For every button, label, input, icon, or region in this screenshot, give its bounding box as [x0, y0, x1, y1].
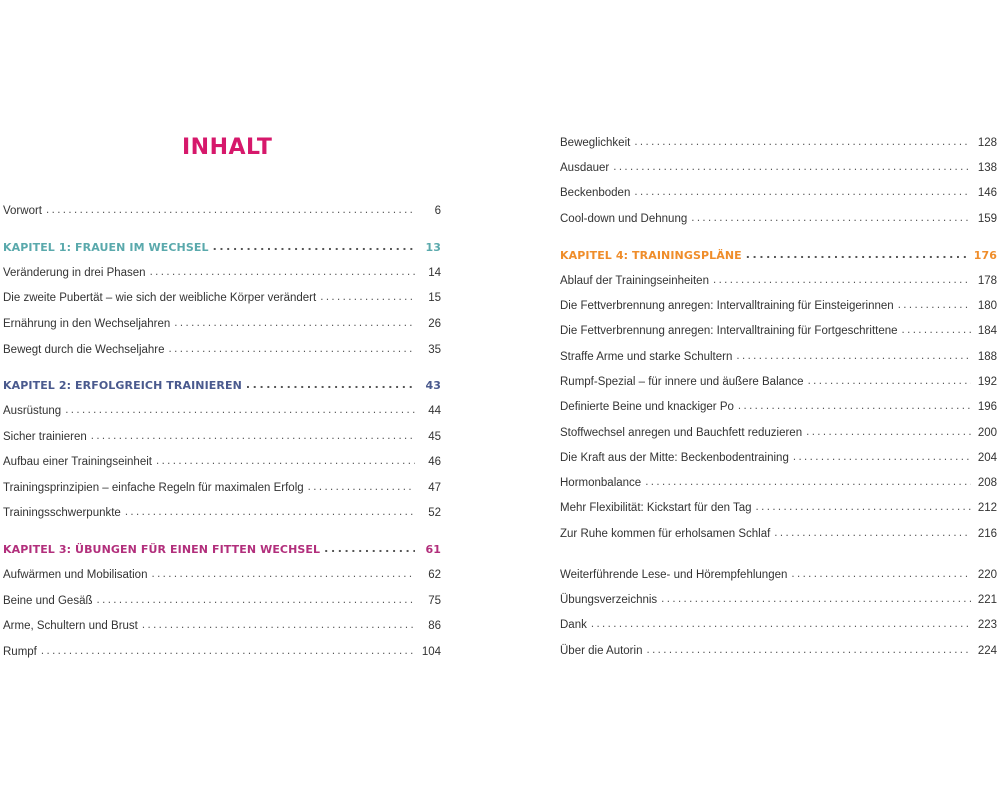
dot-leader: [791, 568, 971, 580]
toc-entry[interactable]: [560, 592, 997, 608]
toc-entry-title: Ablauf der Trainingseinheiten: [560, 275, 709, 287]
toc-entry-title: Die Fettverbrennung anregen: Intervalltraining für Einsteigerinnen: [560, 300, 894, 312]
dot-leader: [613, 161, 971, 173]
toc-entry-page: 223: [977, 619, 997, 631]
toc-entry[interactable]: [560, 135, 997, 151]
dot-leader: [713, 274, 971, 286]
toc-chapter-4[interactable]: [560, 247, 997, 263]
dot-leader: [645, 476, 971, 488]
dot-leader: [634, 186, 971, 198]
toc-chapter-page: 43: [425, 378, 441, 392]
toc-entry-title: Straffe Arme und starke Schultern: [560, 351, 733, 363]
toc-entry-title: Ernährung in den Wechseljahren: [3, 318, 171, 330]
dot-leader: [156, 455, 415, 467]
dot-leader: [793, 451, 971, 463]
toc-entry[interactable]: [560, 475, 997, 491]
toc-entry[interactable]: [560, 500, 997, 516]
toc-entry[interactable]: [3, 480, 441, 496]
dot-leader: [756, 501, 971, 513]
toc-entry[interactable]: [560, 160, 997, 176]
toc-entry-page: 46: [428, 456, 441, 468]
dot-leader: [691, 212, 971, 224]
toc-entry-title: Rumpf: [3, 646, 37, 658]
toc-entry-page: 192: [977, 376, 997, 388]
toc-entry-title: Hormonbalance: [560, 477, 642, 489]
toc-entry-page: 14: [428, 267, 441, 279]
toc-entry[interactable]: [3, 316, 441, 332]
toc-entry-title: Vorwort: [3, 205, 42, 217]
toc-entry-title: Die zweite Pubertät – wie sich der weibliche Körper verändert: [3, 292, 317, 304]
toc-entry-page: 208: [977, 477, 997, 489]
toc-entry[interactable]: [560, 399, 997, 415]
toc-entry[interactable]: [560, 425, 997, 441]
dot-leader: [808, 375, 971, 387]
dot-leader: [591, 618, 971, 630]
toc-entry-page: 184: [977, 325, 997, 337]
toc-entry[interactable]: [560, 211, 997, 227]
toc-entry[interactable]: [3, 644, 441, 660]
toc-entry-page: 204: [977, 452, 997, 464]
toc-entry-page: 221: [977, 594, 997, 606]
toc-entry-title: Übungsverzeichnis: [560, 594, 658, 606]
toc-entry-title: Arme, Schultern und Brust: [3, 620, 138, 632]
toc-entry-page: 146: [977, 187, 997, 199]
toc-entry[interactable]: [560, 298, 997, 314]
dot-leader: [169, 343, 415, 355]
toc-entry[interactable]: [3, 593, 441, 609]
dot-leader: [308, 481, 415, 493]
toc-chapter-title: KAPITEL 1: FRAUEN IM WECHSEL: [3, 240, 209, 254]
toc-entry-page: 224: [977, 645, 997, 657]
toc-entry[interactable]: [3, 429, 441, 445]
toc-chapter-1[interactable]: [3, 239, 441, 255]
toc-entry[interactable]: [560, 617, 997, 633]
toc-entry-title: Die Fettverbrennung anregen: Intervalltraining für Fortgeschrittene: [560, 325, 898, 337]
dot-leader: [736, 350, 971, 362]
toc-entry[interactable]: [560, 567, 997, 583]
toc-entry[interactable]: [3, 454, 441, 470]
toc-entry-title: Beweglichkeit: [560, 137, 631, 149]
toc-entry[interactable]: [560, 273, 997, 289]
toc-entry-page: 220: [977, 569, 997, 581]
toc-entry-page: 86: [428, 620, 441, 632]
toc-entry[interactable]: [3, 618, 441, 634]
toc-chapter-page: 176: [973, 248, 997, 262]
dot-leader: [41, 645, 415, 657]
dot-leader: [634, 136, 971, 148]
toc-entry-page: 159: [977, 213, 997, 225]
dot-leader: [902, 324, 971, 336]
toc-chapter-page: 61: [425, 542, 441, 556]
dot-leader: [150, 266, 415, 278]
toc-entry-title: Veränderung in drei Phasen: [3, 267, 146, 279]
toc-entry-title: Über die Autorin: [560, 645, 643, 657]
toc-chapter-2[interactable]: [3, 377, 441, 393]
toc-entry-title: Ausrüstung: [3, 405, 62, 417]
toc-entry-page: 47: [428, 482, 441, 494]
toc-entry-title: Aufwärmen und Mobilisation: [3, 569, 148, 581]
dot-leader: [125, 506, 415, 518]
toc-entry[interactable]: [3, 505, 441, 521]
dot-leader: [91, 430, 415, 442]
dot-leader: [661, 593, 971, 605]
toc-entry-title: Beckenboden: [560, 187, 631, 199]
dot-leader: [324, 542, 415, 555]
toc-entry-page: 6: [434, 205, 441, 217]
toc-entry-page: 212: [977, 502, 997, 514]
dot-leader: [898, 299, 971, 311]
toc-entry-title: Bewegt durch die Wechseljahre: [3, 344, 165, 356]
toc-entry-title: Rumpf-Spezial – für innere und äußere Balance: [560, 376, 804, 388]
toc-entry-title: Aufbau einer Trainingseinheit: [3, 456, 152, 468]
toc-chapter-page: 13: [425, 240, 441, 254]
toc-entry-title: Ausdauer: [560, 162, 610, 174]
dot-leader: [746, 248, 970, 261]
toc-entry[interactable]: [560, 450, 997, 466]
toc-entry[interactable]: [560, 643, 997, 659]
toc-entry[interactable]: [560, 374, 997, 390]
toc-entry-page: 26: [428, 318, 441, 330]
toc-entry-page: 62: [428, 569, 441, 581]
toc-entry[interactable]: [560, 526, 997, 542]
toc-entry-title: Sicher trainieren: [3, 431, 87, 443]
toc-entry-page: 35: [428, 344, 441, 356]
dot-leader: [646, 644, 971, 656]
toc-chapter-title: KAPITEL 3: ÜBUNGEN FÜR EINEN FITTEN WECHSEL: [3, 542, 321, 556]
toc-entry-title: Dank: [560, 619, 587, 631]
dot-leader: [46, 204, 415, 216]
toc-entry-page: 178: [977, 275, 997, 287]
toc-entry-page: 104: [421, 646, 441, 658]
toc-entry-page: 15: [428, 292, 441, 304]
toc-entry[interactable]: [560, 185, 997, 201]
dot-leader: [151, 568, 415, 580]
toc-entry-title: Die Kraft aus der Mitte: Beckenbodentraining: [560, 452, 789, 464]
toc-chapter-title: KAPITEL 2: ERFOLGREICH TRAINIEREN: [3, 378, 242, 392]
toc-entry-page: 138: [977, 162, 997, 174]
toc-entry[interactable]: [560, 349, 997, 365]
dot-leader: [142, 619, 415, 631]
toc-entry-page: 216: [977, 528, 997, 540]
dot-leader: [806, 426, 971, 438]
toc-entry[interactable]: [560, 323, 997, 339]
toc-entry-page: 128: [977, 137, 997, 149]
dot-leader: [213, 240, 415, 253]
toc-entry[interactable]: [3, 567, 441, 583]
toc-entry-page: 196: [977, 401, 997, 413]
toc-entry-page: 200: [977, 427, 997, 439]
toc-entry[interactable]: [3, 342, 441, 358]
toc-entry-page: 75: [428, 595, 441, 607]
toc-entry-page: 180: [977, 300, 997, 312]
dot-leader: [246, 378, 415, 391]
toc-entry-title: Mehr Flexibilität: Kickstart für den Tag: [560, 502, 752, 514]
toc-entry[interactable]: [3, 290, 441, 306]
dot-leader: [738, 400, 971, 412]
toc-entry-title: Trainingsschwerpunkte: [3, 507, 121, 519]
toc-entry-page: 188: [977, 351, 997, 363]
toc-entry-page: 52: [428, 507, 441, 519]
dot-leader: [97, 594, 415, 606]
toc-entry[interactable]: [3, 403, 441, 419]
dot-leader: [65, 404, 415, 416]
toc-entry[interactable]: [3, 203, 441, 219]
toc-entry-page: 44: [428, 405, 441, 417]
toc-entry-title: Zur Ruhe kommen für erholsamen Schlaf: [560, 528, 771, 540]
toc-entry-title: Cool-down und Dehnung: [560, 213, 688, 225]
dot-leader: [174, 317, 415, 329]
toc-entry-title: Stoffwechsel anregen und Bauchfett reduzieren: [560, 427, 803, 439]
dot-leader: [774, 527, 971, 539]
toc-entry-title: Trainingsprinzipien – einfache Regeln für maximalen Erfolg: [3, 482, 304, 494]
toc-entry-title: Definierte Beine und knackiger Po: [560, 401, 734, 413]
page-title: INHALT: [182, 135, 273, 160]
toc-chapter-3[interactable]: [3, 541, 441, 557]
toc-entry-title: Weiterführende Lese- und Hörempfehlungen: [560, 569, 788, 581]
toc-entry[interactable]: [3, 265, 441, 281]
toc-entry-page: 45: [428, 431, 441, 443]
toc-chapter-title: KAPITEL 4: TRAININGSPLÄNE: [560, 248, 742, 262]
toc-entry-title: Beine und Gesäß: [3, 595, 93, 607]
dot-leader: [320, 291, 415, 303]
